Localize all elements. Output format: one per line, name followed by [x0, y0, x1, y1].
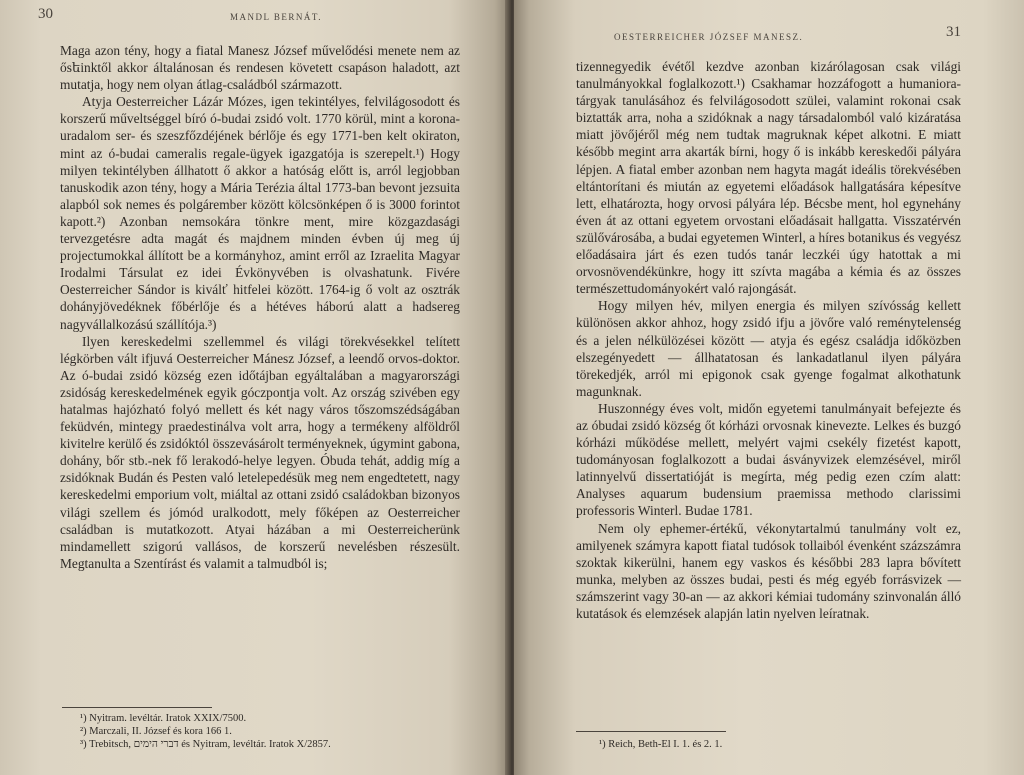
footnote: ²) Marczali, II. József és kora 166 1.: [80, 726, 232, 737]
footnotes: [599, 738, 959, 751]
paragraph: Huszonnégy éves volt, midőn egyetemi tanulmányait befejezte és az óbudai zsidó község őt kórházi orvosnak kinevezte. Lelkes és buzgó kórházi működése mellett, melyért vajmi csekély fizetést kapott, tudományosan foglalkozott a budai ásványvizek elemzésével, miről latinnyelvű dissertatióját is megírta, még pedig ezen czím alatt: Analyses aquarum budensium praemissa methodo clarissimi professoris Winterl. Budae 1781.: [576, 400, 961, 519]
running-head: OESTERREICHER JÓZSEF MANESZ.: [614, 32, 804, 42]
footnote: ³) Trebitsch, דברי הימים és Nyitram, levéltár. Iratok X/2857.: [80, 739, 331, 750]
page-number: 30: [38, 6, 53, 22]
footnote-rule: [62, 707, 212, 708]
running-head: MANDL BERNÁT.: [230, 12, 322, 22]
right-page: [514, 0, 1024, 775]
footnote: ¹) Reich, Beth-El I. 1. és 2. 1.: [599, 739, 723, 750]
paragraph: Ilyen kereskedelmi szellemmel és világi törekvésekkel telített légkörben vált ifjuvá Oesterreicher Mánesz József, a leendő orvos-doktor. Az ó-budai zsidó község ezen időtájban egyáltalában a magyarországi zsidóság kereskedelmének egyik góczpontja volt. Az ország szivében egy hatalmas hajózható folyó mellett és két nagy város tőszomszédságában feküdvén, mintegy praedestinálva volt arra, hogy a termékeny alföldről kivitelre kerülő és zsidóktól összevásárolt terményeknek, úgymint gabona, dohány, bőr stb.-nek fő lerakodó-helye legyen. Óbuda tehát, addig míg a zsidóknak Budán és Pesten való letelepedésük meg nem engedtetett, nagy kereskedelmi emporium volt, miáltal az ottani zsidó családokban bizonyos világi szellem és jómód uralkodott, mely főképen az Oesterreicher családban is mutatkozott. Atyai házában a mi Oesterreicherünk mindamellett szigorú vallásos, de korszerű nevelésben részesült. Megtanulta a Szentírást és valamit a talmudból is;: [60, 333, 460, 571]
paragraph: Nem oly ephemer-értékű, vékonytartalmú tanulmány volt ez, amilyenek számyra kapott fiatal tudósok tollaiból évenként százszámra szoktak kikerülni, hanem egy vaskos és későbbi 283 lapra bővített munka, melyben az összes budai, pesti és még egyéb forrásvizek — számszerint vagy 30-an — az akkori kémiai tudomány szinvonalán álló kutatások és elemzések alapján latin nyelven leíratnak.: [576, 520, 961, 621]
footnotes: [80, 712, 450, 751]
body-text: [576, 58, 961, 622]
paragraph: Maga azon tény, hogy a fiatal Manesz József művelődési menete nem az ősեinktől akkor általánosan és rendesen követett csapáson haladott, azt mutatja, hogy nem olyan átlag-családból származott.: [60, 43, 460, 93]
left-page: [0, 0, 510, 775]
footnote: ¹) Nyitram. levéltár. Iratok XXIX/7500.: [80, 713, 247, 724]
paragraph: Atyja Oesterreicher Lázár Mózes, igen tekintélyes, felvilágosodott és korszerű műveltséggel bíró ó-budai zsidó volt. 1770 körül, mint a korona-uradalom ser- és szeszfőzdéjének bérlője és egy 1771-ben kelt okiraton, mint az ó-budai cameralis regale-ügyek igazgatója is szerepelt.¹) Hogy milyen tekintélyben állhatott ő akkor a hatóság előtt is, arról legjobban tanuskodik azon tény, hogy a Mária Terézia által 1773-ban bevont jezsuita alapból sok nemes és polgárember között kölcsönképen ő is 3000 forintot kapott.²) Azonban nemsokára tönkre ment, mire közgazdasági tervezgetésre adta magát és majdnem minden évben új meg új projectumokkal állított be a kormányhoz, amint erről az Izraelita Magyar Irodalmi Társulat ez idei Évkönyvében is olvashatunk. Fivére Oesterreicher Sándor is kiválť hitfelei között. 1764-ig ő volt az osztrák dohányjövedéknek főbérlője és a hétéves háború alatt a hadsereg nagyvállalkozású szállítója.³): [60, 94, 460, 332]
page-number: 31: [946, 24, 961, 40]
body-text: [60, 42, 460, 572]
paragraph: Hogy milyen hév, milyen energia és milyen szívósság kellett különösen akkor ahhoz, hogy zsidó ifju a jövőre való reménytelenség és a jelen nélkülözései között — atyja és egész családja időközben elszegényedett — állhatatosan és lankadatlanul ilyen pályára törekedjék, arról mi epigonok csak gyenge fogalmat alkothatunk magunknak.: [576, 298, 961, 399]
paragraph: tizennegyedik évétől kezdve azonban kizárólagosan csak világi tanulmányokkal foglalkozott.¹) Csakhamar hozzáfogott a humaniora-tárgyak tanulásához és felvilágosodott szülei, valamint rokonai csak biztatták arra, noha a szidóknak a nagy társadalomból való kizáratása miatt jövőjéről még nem tudtak magruknak képet alkotni. E miatt később megint arra akarták bírni, hogy ő is inkább kereskedői pályára lépjen. A fiatal ember azonban nem hagyta magát ideális törekvésében eltántorítani és miután az egyetemi előadások hallgatására képesítve lett, elhatározta, hogy orvosi pályára lép. Bécsbe ment, hol egynehány éven át az ottani egyetem orvostani előadásait hallgatta. Visszatérvén szülővárosába, a budai egyetemen Winterl, a híres botanikus és vegyész előadásaira járt és ezen tudós tanár leczkéi úgy hatottak a mi orvosnövendékünkre, hogy itt szívta magába a kémia és az összes természettudományokért való rajongását.: [576, 59, 961, 297]
footnote-rule: [576, 731, 726, 732]
